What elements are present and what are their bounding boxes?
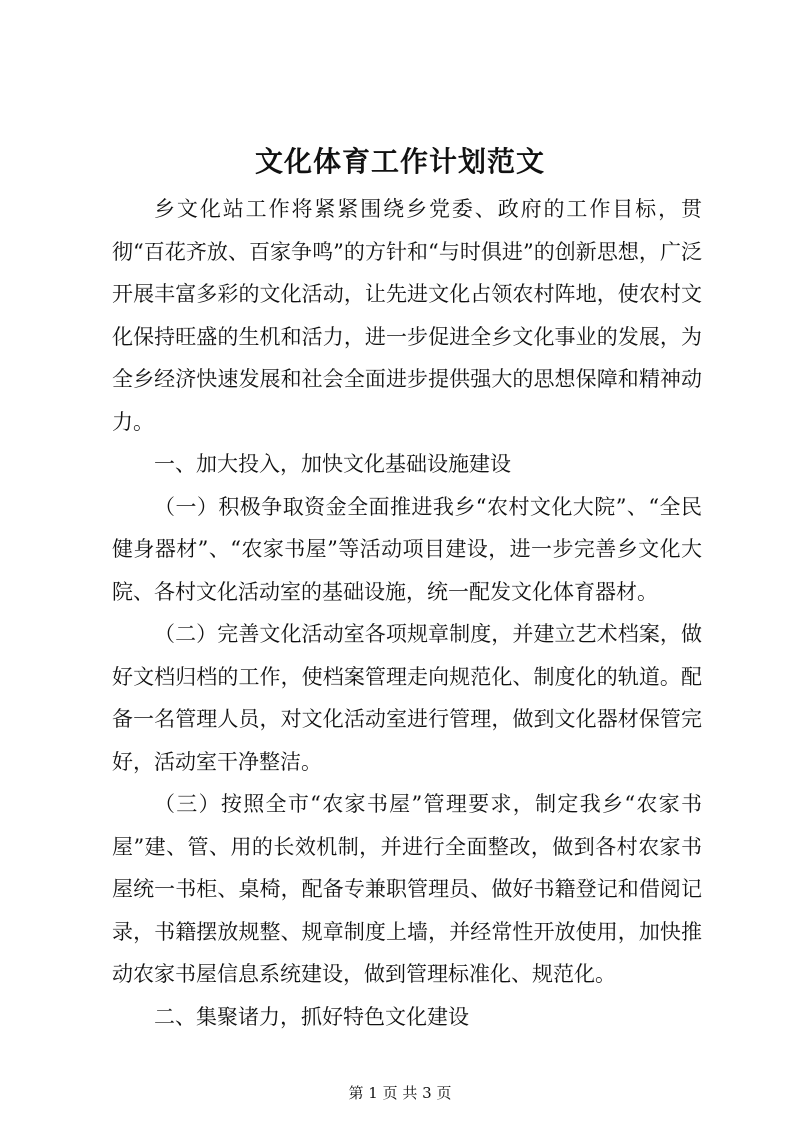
document-title: 文化体育工作计划范文 xyxy=(254,145,545,178)
section-heading-2: 二、集聚诸力，抓好特色文化建设 xyxy=(154,1004,469,1029)
section-heading-1: 一、加大投入，加快文化基础设施建设 xyxy=(154,452,511,476)
paragraph-item-1: （一）积极争取资金全面推进我乡“农村文化大院”、“全民健身器材”、“农家书屋”等活动项目建设，进一步完善乡文化大院、各村文化活动室的基础设施，统一配发文化体育器材。 xyxy=(112,494,702,604)
paragraph-intro: 乡文化站工作将紧紧围绕乡党委、政府的工作目标，贯彻“百花齐放、百家争鸣”的方针和“与时俱进”的创新思想，广泛开展丰富多彩的文化活动，让先进文化占领农村阵地，使农村文化保持旺盛的生机和活力，进一步促进全乡文化事业的发展，为全乡经济快速发展和社会全面进步提供强大的思想保障和精神动力。 xyxy=(112,197,702,434)
page-footer: 第 1 页 共 3 页 xyxy=(348,1084,452,1102)
document-body xyxy=(112,188,702,1038)
paragraph-item-2: （二）完善文化活动室各项规章制度，并建立艺术档案，做好文档归档的工作，使档案管理走向规范化、制度化的轨道。配备一名管理人员，对文化活动室进行管理，做到文化器材保管完好，活动室干净整洁。 xyxy=(112,622,702,774)
paragraph-item-3: （三）按照全市“农家书屋”管理要求，制定我乡“农家书屋”建、管、用的长效机制，并进行全面整改，做到各村农家书屋统一书柜、桌椅，配备专兼职管理员、做好书籍登记和借阅记录，书籍摆放规整、规章制度上墙，并经常性开放使用，加快推动农家书屋信息系统建设，做到管理标准化、规范化。 xyxy=(112,792,702,986)
